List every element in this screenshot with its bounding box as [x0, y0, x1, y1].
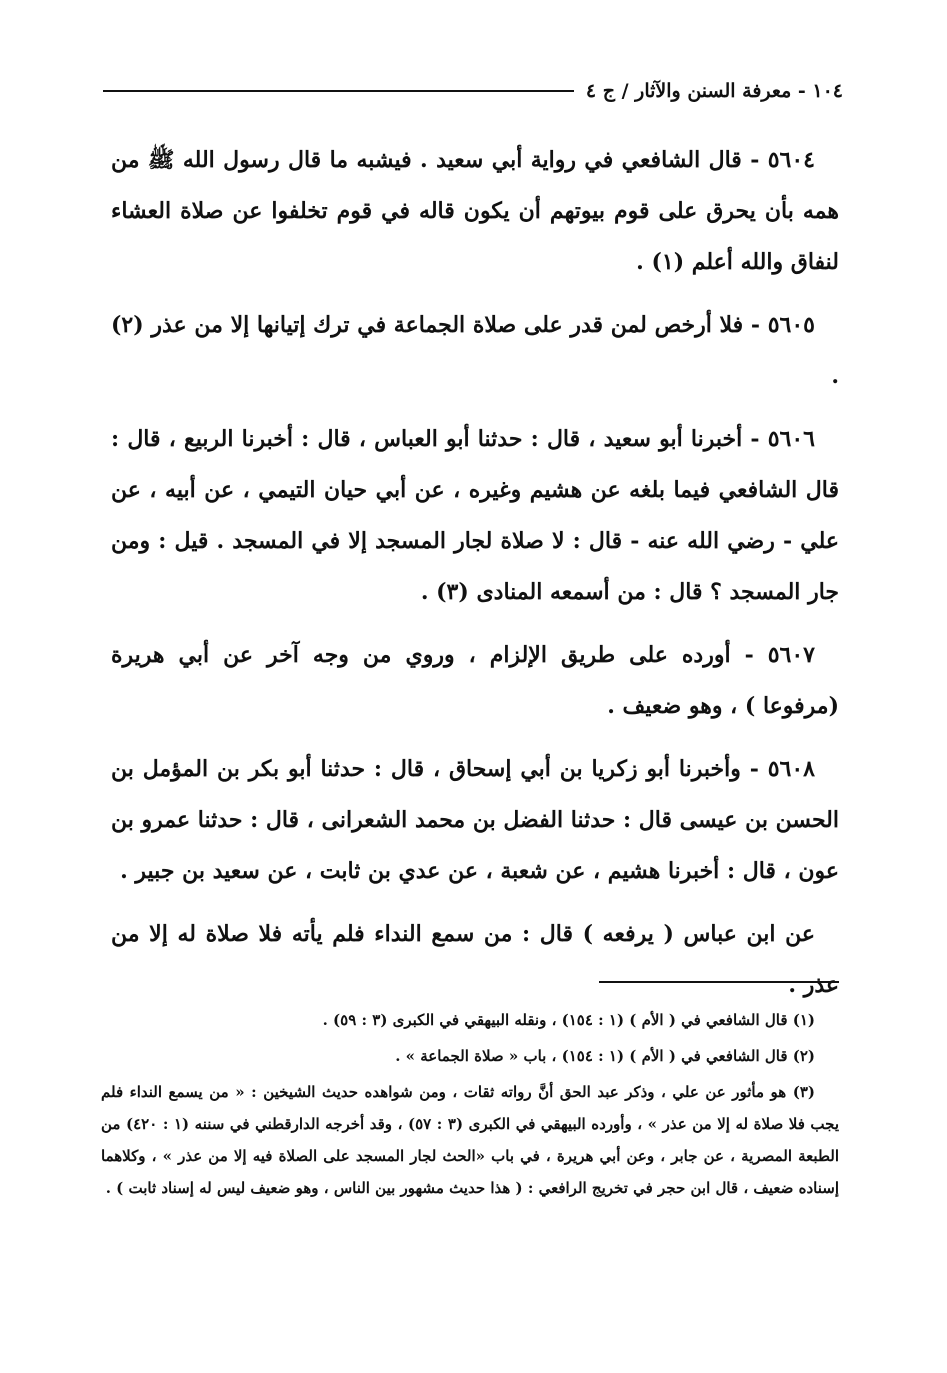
footnote-2: (٢) قال الشافعي في ( الأم ) (١ : ١٥٤) ، باب « صلاة الجماعة » .	[395, 1047, 815, 1065]
paragraph-5606: ٥٦٠٦ - أخبرنا أبو سعيد ، قال : حدثنا أبو العباس ، قال : أخبرنا الربيع ، قال : قال الشافعي فيما بلغه عن هشيم وغيره ، عن أبي حيان التيمي ، عن أبيه ، عن علي - رضي الله عنه - قال : لا صلاة لجار المسجد إلا في المسجد . قيل : ومن جار المسجد ؟ قال : من أسمعه المنادى (٣) .	[111, 426, 839, 605]
footnote-3: (٣) هو مأثور عن علي ، وذكر عبد الحق أنَّ رواته ثقات ، ومن شواهده حديث الشيخين : « من يسمع النداء فلم يجب فلا صلاة له إلا من عذر » ، وأورده البيهقي في الكبرى (٣ : ٥٧) ، وقد أخرجه الدارقطني في سننه (١ : ٤٢٠) من الطبعة المصرية ، عن جابر ، وعن أبي هريرة ، في باب «الحث لجار المسجد على الصلاة فيه إلا من عذر » ، وكلاهما إسناده ضعيف ، قال ابن حجر في تخريج الرافعي : ( هذا حديث مشهور بين الناس ، وهو ضعيف ليس له إسناد ثابت ) .	[101, 1083, 840, 1197]
paragraph-5608: ٥٦٠٨ - وأخبرنا أبو زكريا بن أبي إسحاق ، قال : حدثنا أبو بكر بن المؤمل بن الحسن بن عيسى قال : حدثنا الفضل بن محمد الشعرانى ، قال : حدثنا عمرو بن عون ، قال : أخبرنا هشيم ، عن شعبة ، عن عدي بن ثابت ، عن سعيد بن جبير .	[111, 756, 839, 884]
main-text	[111, 135, 839, 1023]
header-title: ١٠٤ - معرفة السنن والآثار / ج ٤	[585, 80, 843, 102]
paragraph-continuation: عن ابن عباس ( يرفعه ) قال : من سمع النداء فلم يأته فلا صلاة له إلا من عذر .	[111, 921, 839, 998]
footnote-separator	[599, 981, 839, 983]
header-rule	[103, 90, 574, 92]
running-header	[103, 76, 843, 106]
footnotes	[101, 1004, 839, 1208]
paragraph-5605: ٥٦٠٥ - فلا أرخص لمن قدر على صلاة الجماعة في ترك إتيانها إلا من عذر (٢) .	[111, 312, 839, 389]
paragraph-5604: ٥٦٠٤ - قال الشافعي في رواية أبي سعيد . فيشبه ما قال رسول الله ﷺ من همه بأن يحرق على قوم بيوتهم أن يكون قاله في قوم تخلفوا عن صلاة العشاء لنفاق والله أعلم (١) .	[111, 147, 839, 275]
footnote-1: (١) قال الشافعي في ( الأم ) (١ : ١٥٤) ، ونقله البيهقي في الكبرى (٣ : ٥٩) .	[322, 1011, 815, 1029]
paragraph-5607: ٥٦٠٧ - أورده على طريق الإلزام ، وروي من وجه آخر عن أبي هريرة (مرفوعا ) ، وهو ضعيف .	[111, 642, 839, 719]
